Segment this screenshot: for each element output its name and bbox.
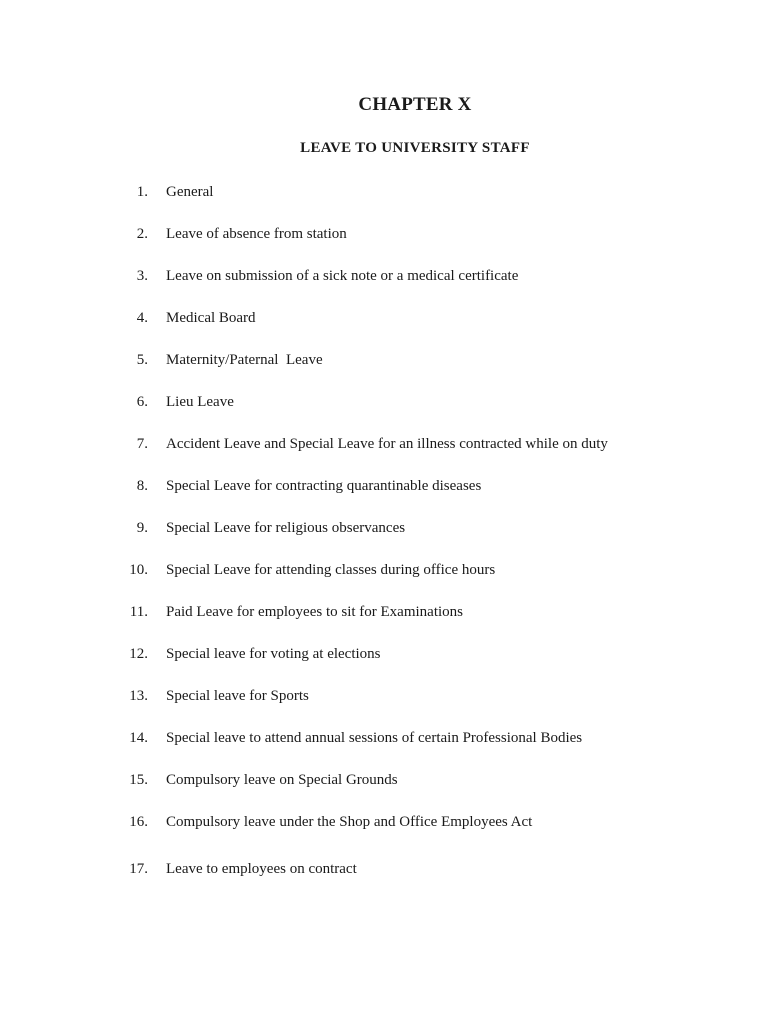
item-text: Special leave for Sports	[166, 688, 309, 704]
list-item	[118, 643, 620, 665]
item-number: 10.	[129, 562, 148, 578]
item-number: 12.	[129, 646, 148, 662]
item-text: General	[166, 184, 214, 200]
item-text: Special leave for voting at elections	[166, 646, 381, 662]
list-item	[118, 349, 620, 371]
item-number: 1.	[136, 184, 148, 200]
list-item	[118, 601, 620, 623]
list-item	[118, 181, 620, 203]
item-text: Paid Leave for employees to sit for Examinations	[166, 604, 464, 620]
item-text: Special Leave for religious observances	[166, 520, 406, 536]
item-number: 14.	[129, 730, 148, 746]
list-item	[118, 433, 620, 455]
item-number: 5.	[136, 352, 148, 368]
item-number: 16.	[129, 814, 148, 830]
list-item	[118, 769, 620, 791]
item-number: 3.	[136, 268, 148, 284]
list-item	[118, 223, 620, 245]
item-number: 13.	[129, 688, 148, 704]
list-item	[118, 685, 620, 707]
item-text: Special Leave for contracting quarantinable diseases	[166, 478, 482, 494]
list-item	[118, 858, 620, 880]
list-item	[118, 727, 620, 749]
item-number: 8.	[136, 478, 148, 494]
list-item	[118, 517, 620, 539]
item-text: Maternity/Paternal Leave	[166, 352, 323, 368]
item-text: Compulsory leave under the Shop and Office Employees Act	[166, 814, 533, 830]
list-item	[118, 811, 620, 833]
item-text: Medical Board	[166, 310, 256, 326]
item-number: 15.	[129, 772, 148, 788]
item-number: 11.	[129, 604, 148, 620]
item-number: 9.	[136, 520, 148, 536]
item-text: Lieu Leave	[166, 394, 234, 410]
item-number: 7.	[136, 436, 148, 452]
item-text: Accident Leave and Special Leave for an illness contracted while on duty	[166, 436, 608, 452]
list-item	[118, 307, 620, 329]
item-text: Leave to employees on contract	[166, 861, 357, 877]
item-text: Leave on submission of a sick note or a medical certificate	[166, 268, 519, 284]
item-text: Compulsory leave on Special Grounds	[166, 772, 398, 788]
chapter-title: CHAPTER X	[358, 94, 472, 115]
item-text: Special leave to attend annual sessions of certain Professional Bodies	[166, 730, 583, 746]
item-text: Special Leave for attending classes during office hours	[166, 562, 496, 578]
item-number: 4.	[136, 310, 148, 326]
list-item	[118, 391, 620, 413]
item-number: 17.	[129, 861, 148, 877]
item-number: 6.	[136, 394, 148, 410]
list-item	[118, 265, 620, 287]
section-heading: LEAVE TO UNIVERSITY STAFF	[300, 140, 530, 156]
item-text: Leave of absence from station	[166, 226, 347, 242]
item-number: 2.	[136, 226, 148, 242]
list-item	[118, 475, 620, 497]
contents-list	[118, 181, 620, 900]
list-item	[118, 559, 620, 581]
